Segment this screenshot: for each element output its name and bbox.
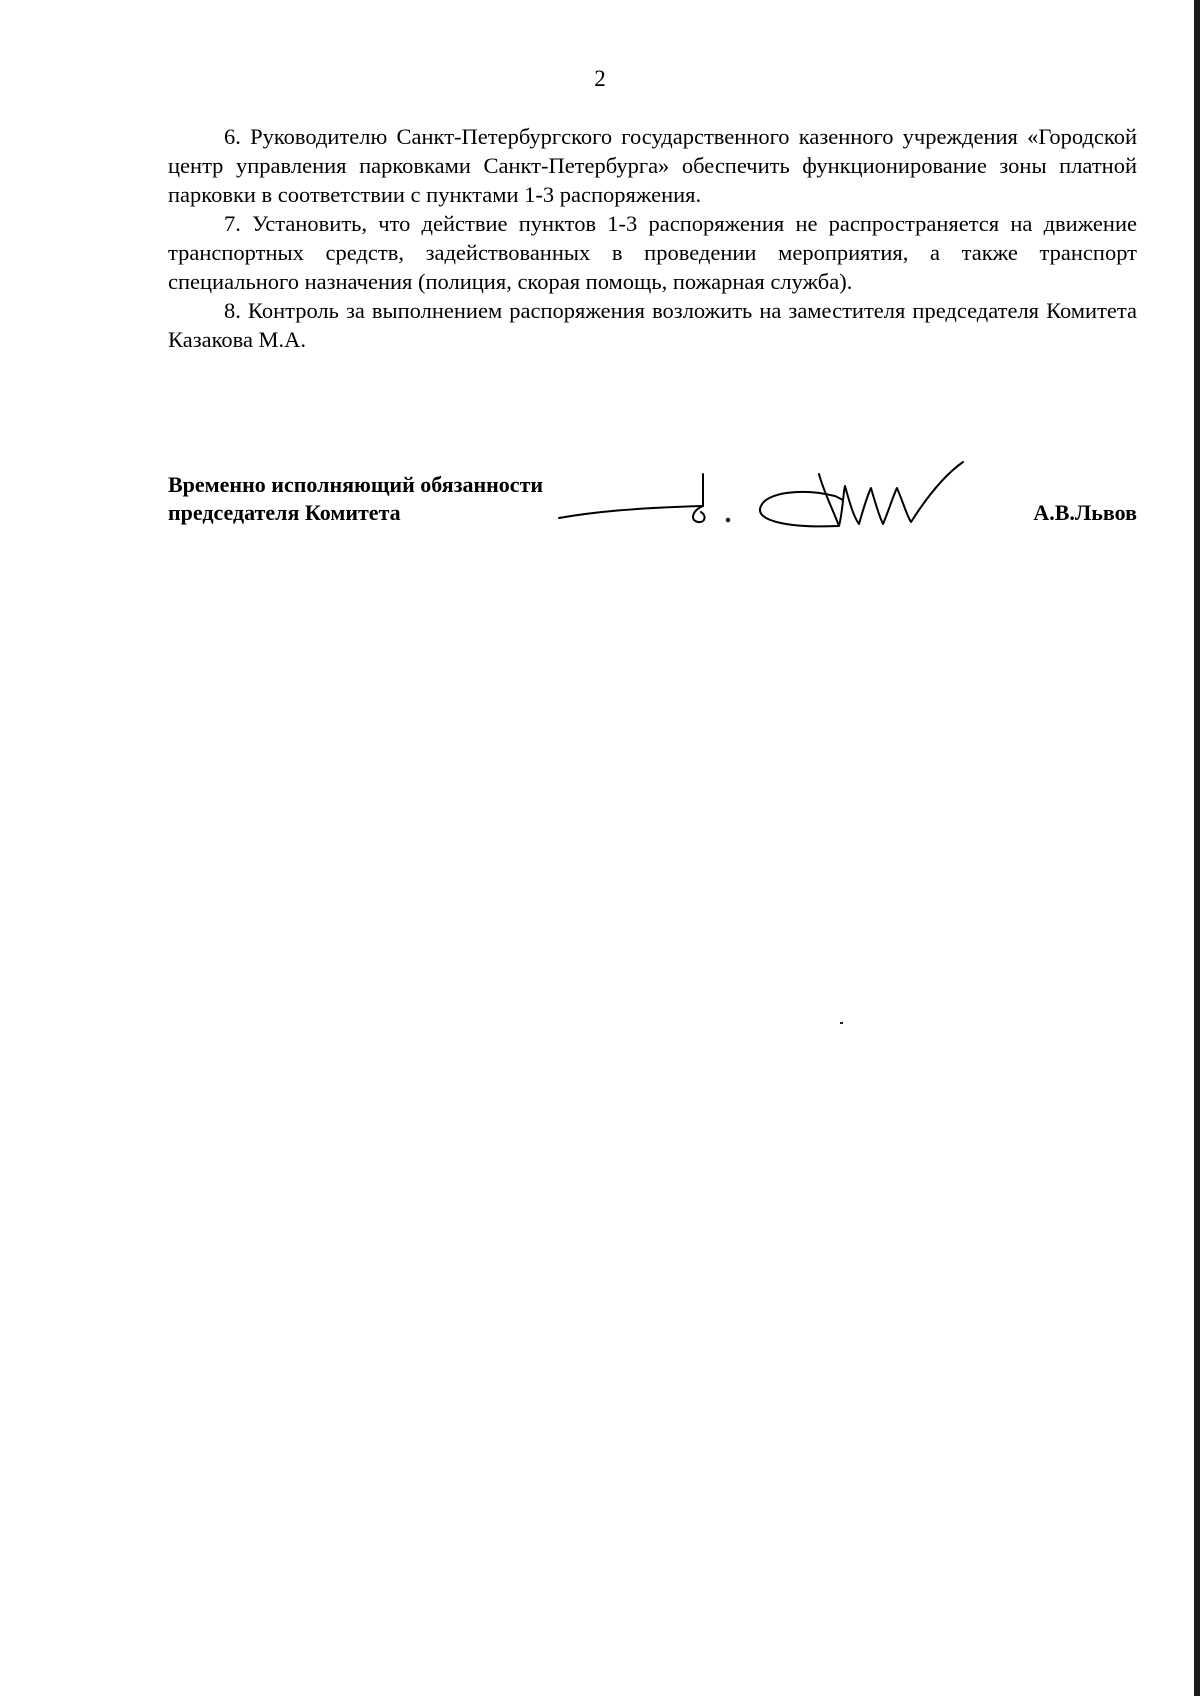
signatory-title [168, 471, 543, 527]
page-number: 2 [594, 66, 606, 91]
scan-speck [840, 1022, 843, 1024]
paragraph-7: 7. Установить, что действие пунктов 1-3 распоряжения не распространяется на движение транспортных средств, задействованных в проведении мероприятия, а также транспорт специального назначения (полиция, скорая помощь, пожарная служба). [168, 211, 1137, 294]
scan-edge [1194, 0, 1200, 1696]
signatory-title-line-2: председателя Комитета [168, 500, 401, 525]
signatory-name: А.В.Львов [1033, 500, 1137, 525]
paragraph-6: 6. Руководителю Санкт-Петербургского государственного казенного учреждения «Городской центр управления парковками Санкт-Петербурга» обеспечить функционирование зоны платной парковки в соответствии с пунктами 1-3 распоряжения. [168, 124, 1137, 207]
handwritten-signature [553, 460, 1003, 540]
document-body [168, 122, 1137, 354]
signatory-title-line-1: Временно исполняющий обязанности [168, 472, 544, 497]
paragraph-8: 8. Контроль за выполнением распоряжения возложить на заместителя председателя Комитета Казакова М.А. [168, 298, 1137, 352]
